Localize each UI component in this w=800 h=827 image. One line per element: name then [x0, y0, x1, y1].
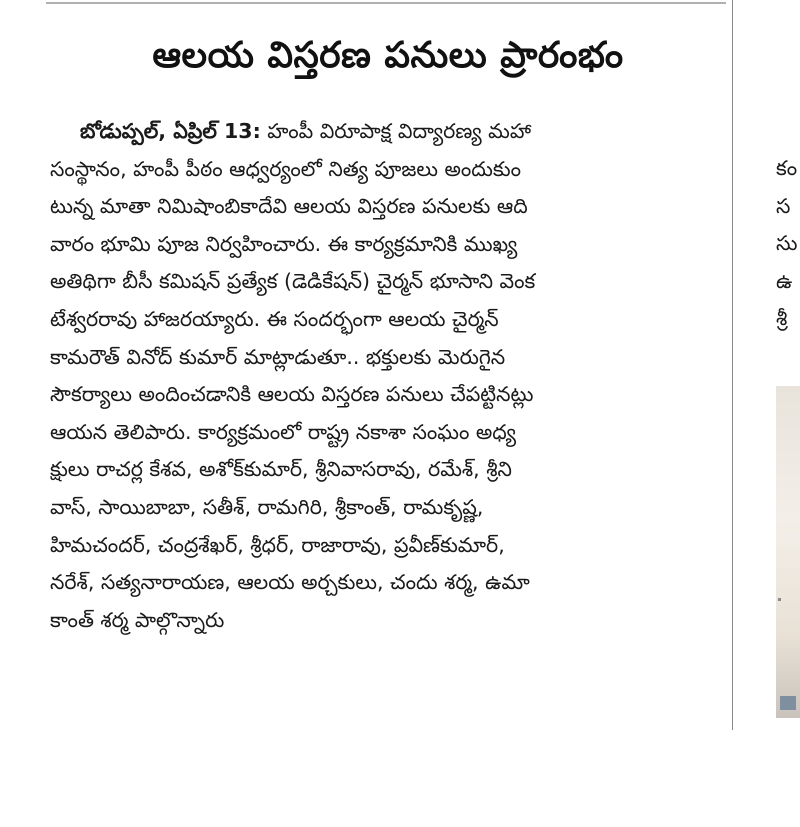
adjacent-column-fragment: సు	[776, 231, 798, 256]
article-line: హిమచందర్, చంద్రశేఖర్, శ్రీధర్, రాజారావు, ప్రవీణ్‌కుమార్,	[50, 532, 505, 557]
article-line: క్షులు రాచర్ల కేశవ, అశోక్‌కుమార్, శ్రీనివాసరావు, రమేశ్, శ్రీని	[50, 457, 512, 482]
article-line: వాస్, సాయిబాబా, సతీశ్, రామగిరి, శ్రీకాంత్, రామకృష్ణ,	[50, 494, 484, 519]
article-line: వారం భూమి పూజ నిర్వహించారు. ఈ కార్యక్రమానికి ముఖ్య	[50, 231, 518, 256]
article-line: కామరౌత్ వినోద్ కుమార్ మాట్లాడుతూ.. భక్తులకు మెరుగైన	[50, 344, 506, 369]
adjacent-column-fragment: స	[776, 193, 791, 218]
adjacent-column-fragment: ఉ	[776, 268, 793, 293]
adjacent-column-fragment: కం	[776, 156, 798, 180]
article-line: సంస్థానం, హంపీ పీఠం ఆధ్వర్యంలో నిత్య పూజలు అందుకుం	[50, 156, 522, 181]
article-line: అతిథిగా బీసీ కమిషన్ ప్రత్యేక (డెడికేషన్) చైర్మన్ భూసాని వెంక	[50, 269, 536, 294]
article-dateline: బోడుప్పల్, ఏప్రిల్ 13:	[80, 119, 261, 143]
article-line: టేశ్వరరావు హాజరయ్యారు. ఈ సందర్భంగా ఆలయ చైర్మన్	[50, 306, 499, 331]
article-line: సౌకర్యాలు అందించడానికి ఆలయ విస్తరణ పనులు చేపట్టినట్లు	[50, 382, 534, 407]
article-line	[50, 113, 726, 151]
top-rule	[46, 2, 726, 4]
article-line: కాంత్ శర్మ పాల్గొన్నారు	[50, 607, 225, 632]
article-line: నరేశ్, సత్యనారాయణ, ఆలయ అర్చకులు, చందు శర్మ, ఉమా	[50, 570, 530, 595]
article-line: టున్న మాతా నిమిషాంబికాదేవి ఆలయ విస్తరణ పనులకు ఆది	[50, 194, 528, 219]
adjacent-column-text	[776, 150, 800, 338]
adjacent-photo	[776, 386, 800, 718]
article-body	[50, 113, 726, 639]
article-line: ఆయన తెలిపారు. కార్యక్రమంలో రాష్ట్ర నకాశా సంఘం అధ్య	[50, 419, 517, 444]
column-divider	[732, 0, 733, 730]
article-line-text: హంపీ విరూపాక్ష విద్యారణ్య మహా	[267, 119, 532, 143]
article-headline: ఆలయ విస్తరణ పనులు ప్రారంభం	[152, 35, 624, 76]
adjacent-column-fragment: శ్రీ	[776, 306, 788, 331]
